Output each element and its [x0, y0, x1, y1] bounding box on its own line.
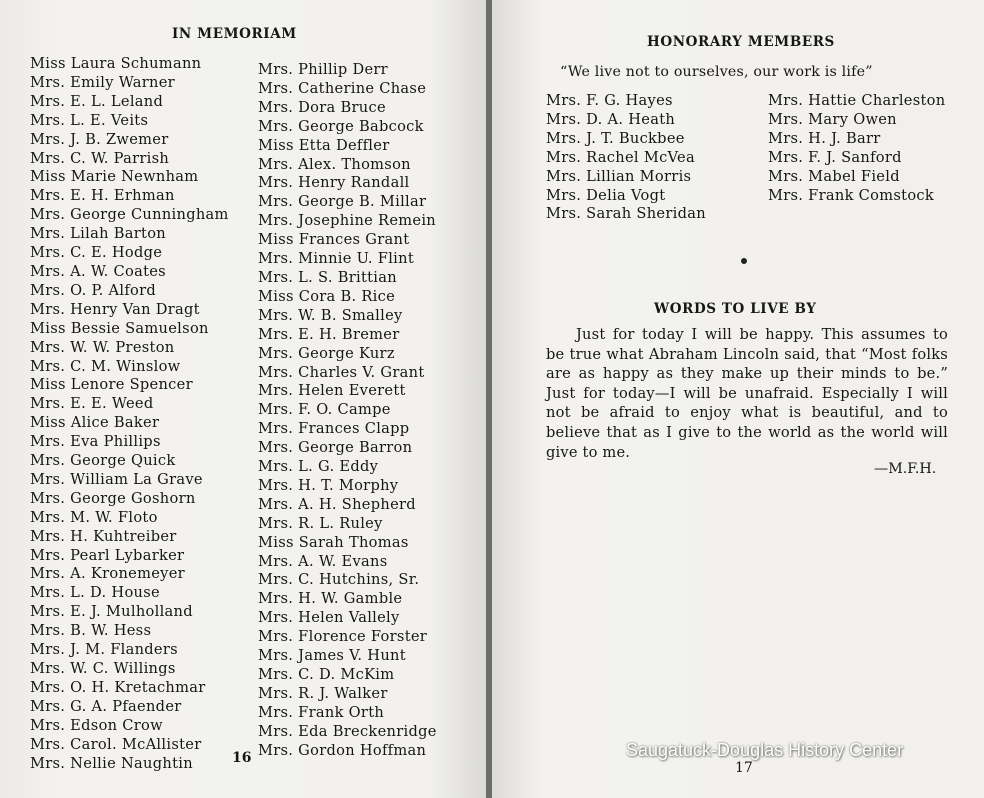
- member-name: Mrs. C. W. Parrish: [30, 149, 170, 167]
- member-name: Mrs. Lilah Barton: [30, 225, 167, 243]
- member-name: Mrs. Lillian Morris: [546, 167, 692, 185]
- member-name: Mrs. E. H. Erhman: [30, 187, 175, 205]
- member-name: Mrs. Pearl Lybarker: [30, 546, 185, 564]
- member-name: Mrs. O. P. Alford: [30, 281, 157, 299]
- member-name: Mrs. Alex. Thomson: [258, 155, 411, 173]
- honorary-members-heading: HONORARY MEMBERS: [647, 34, 835, 50]
- member-name: Mrs. F. J. Sanford: [768, 148, 902, 166]
- member-name: Mrs. B. W. Hess: [30, 622, 152, 640]
- member-name: Mrs. H. W. Gamble: [258, 590, 403, 608]
- member-name: Mrs. Sarah Sheridan: [546, 205, 706, 223]
- member-name: Mrs. Gordon Hoffman: [258, 741, 427, 759]
- page-number-left: 16: [232, 750, 252, 766]
- words-to-live-by-heading: WORDS TO LIVE BY: [654, 301, 817, 317]
- member-name: Mrs. L. G. Eddy: [258, 458, 379, 476]
- member-name: Mrs. James V. Hunt: [258, 647, 406, 665]
- member-name: Mrs. Minnie U. Flint: [258, 250, 414, 268]
- member-name: Mrs. H. Kuhtreiber: [30, 527, 177, 545]
- right-page: [492, 0, 984, 798]
- member-name: Mrs. Phillip Derr: [258, 61, 388, 78]
- archive-watermark: Saugatuck-Douglas History Center: [626, 740, 904, 760]
- member-name: Mrs. W. W. Preston: [30, 338, 175, 356]
- section-divider-dot: [741, 258, 747, 264]
- member-name: Miss Frances Grant: [258, 231, 410, 249]
- member-name: Mrs. J. B. Zwemer: [30, 130, 169, 148]
- member-name: Mrs. Henry Van Dragt: [30, 300, 200, 318]
- member-name: Miss Etta Deffler: [258, 136, 390, 154]
- left-page: [0, 0, 488, 798]
- member-name: Mrs. George Cunningham: [30, 206, 229, 224]
- member-name: Mrs. F. G. Hayes: [546, 92, 673, 109]
- member-name: Mrs. Florence Forster: [258, 628, 428, 646]
- member-name: Mrs. Mabel Field: [768, 167, 900, 185]
- honorary-column-2: [768, 92, 945, 205]
- member-name: Mrs. Rachel McVea: [546, 148, 695, 166]
- member-name: Mrs. George Kurz: [258, 344, 395, 362]
- member-name: Mrs. J. T. Buckbee: [546, 129, 685, 147]
- member-name: Mrs. F. O. Campe: [258, 401, 391, 419]
- member-name: Mrs. George Goshorn: [30, 489, 196, 507]
- words-paragraph: Just for today I will be happy. This assumes to be true what Abraham Lincoln said, that “Most folks are as happy as they make up their minds to be.” Just for today—I will be unafraid. Especially I will not be afraid to enjoy what is beautiful, and to believe that as I give to the world as the world will give to me.: [546, 326, 948, 461]
- member-name: Mrs. A. Kronemeyer: [30, 565, 185, 583]
- member-name: Mrs. A. H. Shepherd: [258, 495, 416, 513]
- member-name: Mrs. A. W. Evans: [258, 552, 388, 570]
- member-name: Miss Alice Baker: [30, 414, 160, 432]
- member-name: Mrs. L. S. Brittian: [258, 268, 397, 286]
- member-name: Mrs. Mary Owen: [768, 110, 897, 128]
- member-name: Mrs. H. J. Barr: [768, 129, 881, 147]
- member-name: Mrs. O. H. Kretachmar: [30, 678, 206, 696]
- member-name: Mrs. L. D. House: [30, 584, 160, 602]
- member-name: Mrs. Carol. McAllister: [30, 735, 202, 753]
- member-name: Mrs. J. M. Flanders: [30, 641, 178, 659]
- honorary-column-1: [546, 92, 706, 224]
- member-name: Mrs. Helen Vallely: [258, 609, 400, 627]
- member-name: Mrs. George B. Millar: [258, 193, 427, 211]
- member-name: Mrs. George Quick: [30, 452, 176, 470]
- member-name: Miss Cora B. Rice: [258, 287, 396, 305]
- member-name: Mrs. Dora Bruce: [258, 98, 386, 116]
- member-name: Mrs. E. E. Weed: [30, 395, 154, 413]
- member-name: Mrs. C. E. Hodge: [30, 244, 163, 262]
- memoriam-column-1: [30, 55, 229, 773]
- member-name: Mrs. George Barron: [258, 439, 413, 457]
- member-name: Miss Lenore Spencer: [30, 376, 193, 394]
- signature: —M.F.H.: [874, 461, 937, 477]
- member-name: Mrs. Eda Breckenridge: [258, 722, 437, 740]
- member-name: Mrs. Frances Clapp: [258, 420, 410, 438]
- member-name: Miss Sarah Thomas: [258, 533, 409, 551]
- member-name: Mrs. Edson Crow: [30, 716, 163, 734]
- member-name: Mrs. E. L. Leland: [30, 92, 164, 110]
- member-name: Mrs. Charles V. Grant: [258, 363, 425, 381]
- member-name: Mrs. Emily Warner: [30, 73, 175, 91]
- member-name: Mrs. Henry Randall: [258, 174, 410, 192]
- member-name: Mrs. Josephine Remein: [258, 212, 436, 230]
- member-name: Mrs. H. T. Morphy: [258, 476, 399, 494]
- member-name: Mrs. Frank Orth: [258, 703, 385, 721]
- member-name: Mrs. Frank Comstock: [768, 186, 935, 204]
- member-name: Mrs. A. W. Coates: [30, 262, 166, 280]
- member-name: Mrs. Catherine Chase: [258, 79, 427, 97]
- member-name: Mrs. C. M. Winslow: [30, 357, 181, 375]
- member-name: Mrs. Helen Everett: [258, 382, 406, 400]
- member-name: Mrs. G. A. Pfaender: [30, 697, 182, 715]
- member-name: Mrs. L. E. Veits: [30, 111, 149, 129]
- member-name: Mrs. Hattie Charleston: [768, 92, 946, 109]
- member-name: Mrs. M. W. Floto: [30, 508, 158, 526]
- member-name: Mrs. R. L. Ruley: [258, 514, 383, 532]
- member-name: Miss Laura Schumann: [30, 55, 202, 72]
- member-name: Mrs. D. A. Heath: [546, 110, 676, 128]
- member-name: Mrs. C. D. McKim: [258, 666, 395, 683]
- honorary-quote: “We live not to ourselves, our work is life”: [560, 64, 873, 80]
- member-name: Miss Bessie Samuelson: [30, 319, 209, 337]
- member-name: Mrs. George Babcock: [258, 117, 424, 135]
- member-name: Mrs. E. H. Bremer: [258, 325, 400, 343]
- member-name: Mrs. Nellie Naughtin: [30, 754, 193, 772]
- member-name: Mrs. W. B. Smalley: [258, 306, 403, 324]
- in-memoriam-heading: IN MEMORIAM: [172, 26, 297, 42]
- member-name: Mrs. Delia Vogt: [546, 186, 666, 204]
- memoriam-column-2: [258, 61, 437, 761]
- member-name: Mrs. William La Grave: [30, 470, 203, 488]
- member-name: Mrs. Eva Phillips: [30, 433, 161, 451]
- member-name: Miss Marie Newnham: [30, 168, 199, 186]
- member-name: Mrs. W. C. Willings: [30, 660, 176, 677]
- page-number-right: 17: [735, 760, 753, 776]
- member-name: Mrs. C. Hutchins, Sr.: [258, 571, 420, 589]
- member-name: Mrs. R. J. Walker: [258, 684, 388, 702]
- member-name: Mrs. E. J. Mulholland: [30, 603, 193, 621]
